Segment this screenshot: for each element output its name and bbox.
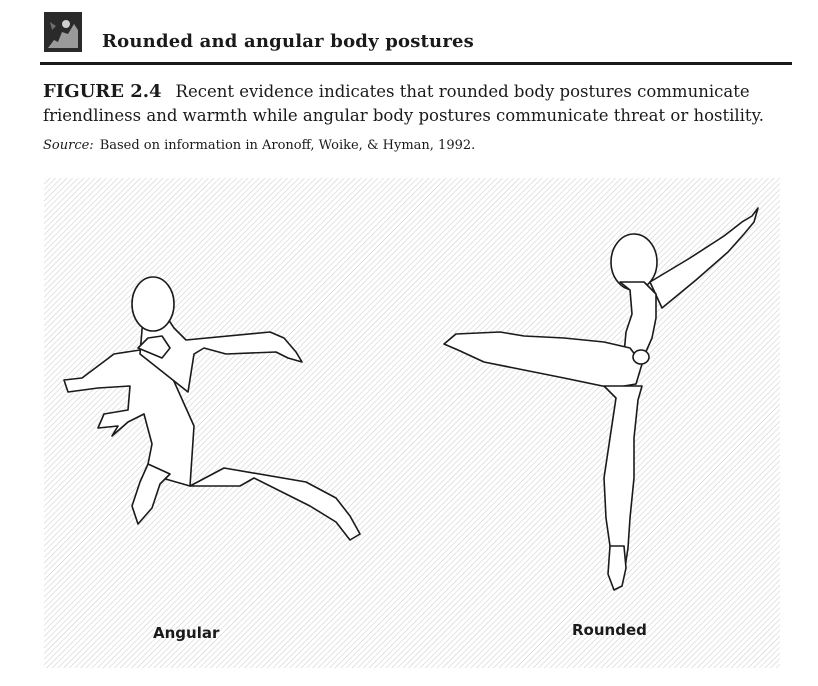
- figure-caption: [43, 80, 803, 128]
- header-rule: [40, 62, 792, 65]
- dancer-thumbnail-icon: [44, 12, 82, 52]
- figure-caption-text: Recent evidence indicates that rounded body postures communicate friendliness and warmth while angular body postures communicate threat or hostility.: [43, 82, 764, 125]
- figure-label: FIGURE 2.4: [43, 81, 162, 102]
- posture-illustration: [44, 178, 780, 668]
- source-text: Based on information in Aronoff, Woike, & Hyman, 1992.: [99, 138, 476, 153]
- source-label: Source:: [43, 138, 94, 153]
- rounded-caption: Rounded: [572, 621, 647, 639]
- section-title: Rounded and angular body postures: [102, 31, 475, 52]
- source-line: [43, 138, 475, 153]
- angular-caption: Angular: [153, 624, 220, 642]
